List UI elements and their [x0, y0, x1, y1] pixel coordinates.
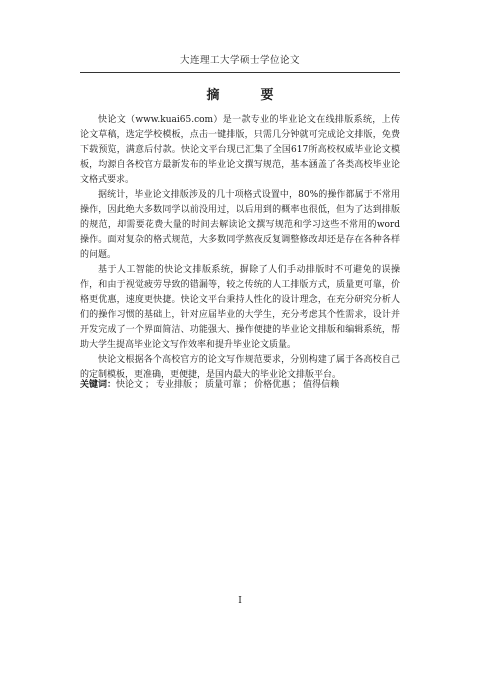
keywords-label: 关键词：	[80, 380, 117, 390]
abstract-paragraph-1: 快论文（www.kuai65.com）是一款专业的毕业论文在线排版系统，上传论文草稿，选定学校模板，点击一键排版，只需几分钟就可完成论文排版，免费下载预览，满意后付款。快论文平台现已汇集了全国617所高校权威毕业论文模板，均源自各校官方最新发布的毕业论文撰写规范，基本涵盖了各类高校毕业论文格式要求。	[80, 115, 400, 185]
keyword-item: 价格优惠	[254, 380, 291, 390]
keyword-separator: ；	[292, 380, 302, 390]
keywords-line	[80, 378, 400, 393]
keyword-item: 专业排版	[156, 380, 193, 390]
running-header: 大连理工大学硕士学位论文	[80, 52, 400, 73]
keyword-item: 快论文	[116, 380, 144, 390]
abstract-paragraph-2: 据统计，毕业论文排版涉及的几十项格式设置中，80%的操作都属于不常用操作，因此绝大多数同学以前没用过，以后用到的概率也很低，但为了达到排版的规范，却需要花费大量的时间去解读论文撰写规范和学习这些不常用的word操作。面对复杂的格式规范，大多数同学熬夜反复调整修改却还是存在各种各样的问题。	[80, 190, 400, 260]
abstract-paragraph-3: 基于人工智能的快论文排版系统，摒除了人们手动排版时不可避免的误操作，和由于视觉疲劳导致的错漏等，较之传统的人工排版方式，质量更可靠，价格更优惠，速度更快捷。快论文平台秉持人性化的设计理念，在充分研究分析人们的操作习惯的基础上，针对应届毕业的大学生，充分考虑其个性需求，设计并开发完成了一个界面简洁、功能强大、操作便捷的毕业论文排版和编辑系统，帮助大学生提高毕业论文写作效率和提升毕业论文质量。	[80, 265, 400, 350]
abstract-title: 摘 要	[206, 88, 288, 103]
page-number: I	[238, 596, 242, 606]
abstract-paragraph-4: 快论文根据各个高校官方的论文写作规范要求，分别构建了属于各高校自己的定制模板，更准确，更便捷，是国内最大的毕业论文排版平台。	[80, 355, 400, 380]
keyword-separator: ；	[194, 380, 204, 390]
keyword-separator: ；	[145, 380, 155, 390]
keyword-item: 质量可靠	[205, 380, 242, 390]
abstract-body	[80, 113, 400, 383]
keyword-separator: ；	[243, 380, 253, 390]
keyword-item: 值得信赖	[303, 380, 340, 390]
